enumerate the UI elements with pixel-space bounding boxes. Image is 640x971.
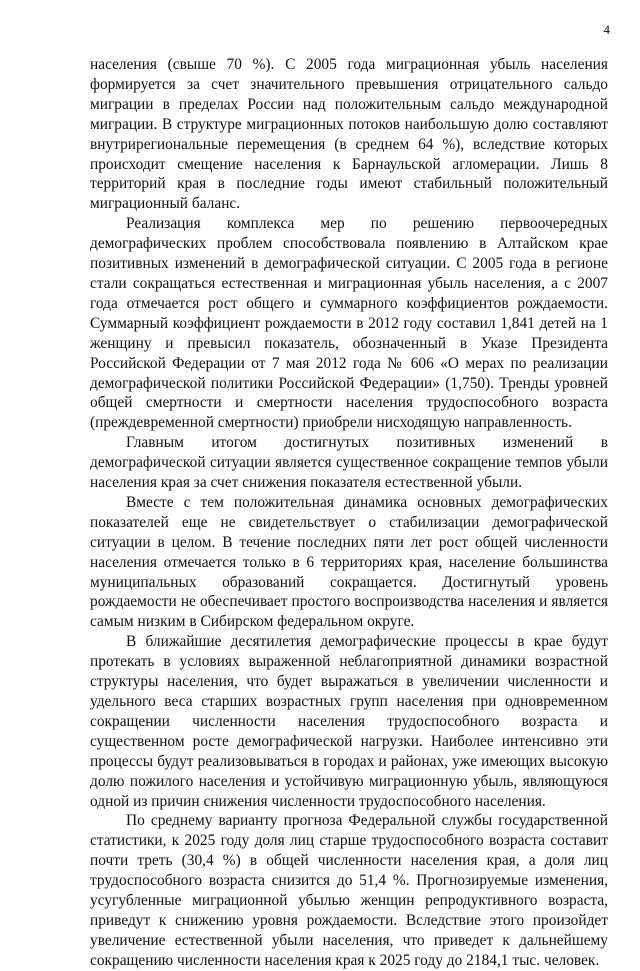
paragraph-6: По среднему варианту прогноза Федеральной службы государственной статистики, к 2025 году доля лиц старше трудоспособного возраста составит почти треть (30,4 %) в общей численности населения края, а доля лиц трудоспособного возраста снизится до 51,4 %. Прогнозируемые изменения, усугубленные миграционной убылью женщин репродуктивного возраста, приведут к снижению уровня рождаемости. Вследствие этого произойдет увеличение естественной убыли населения, что приведет к дальнейшему сокращению численности населения края к 2025 году до 2184,1 тыс. человек.	[90, 812, 608, 969]
body-text	[90, 55, 608, 971]
paragraph-3: Главным итогом достигнутых позитивных изменений в демографической ситуации является существенное сокращение темпов убыли населения края за счет снижения показателя естественной убыли.	[90, 434, 608, 492]
paragraph-2: Реализация комплекса мер по решению первоочередных демографических проблем способствовала появлению в Алтайском крае позитивных изменений в демографической ситуации. С 2005 года в регионе стали сокращаться естественная и миграционная убыль населения, а с 2007 года отмечается рост общего и суммарного коэффициентов рождаемости. Суммарный коэффициент рождаемости в 2012 году составил 1,841 детей на 1 женщину и превысил показатель, обозначенный в Указе Президента Российской Федерации от 7 мая 2012 года № 606 «О мерах по реализации демографической политики Российской Федерации» (1,750). Тренды уровней общей смертности и смертности населения трудоспособного возраста (преждевременной смертности) приобрели нисходящую направленность.	[90, 215, 608, 432]
paragraph-5: В ближайшие десятилетия демографические процессы в крае будут протекать в условиях выраженной неблагоприятной динамики возрастной структуры населения, что будет выражаться в увеличении численности и удельного веса старших возрастных групп населения при одновременном сокращении численности населения трудоспособного возраста и существенном росте демографической нагрузки. Наиболее интенсивно эти процессы будут реализовываться в городах и районах, уже имеющих высокую долю пожилого населения и устойчивую миграционную убыль, являющуюся одной из причин снижения численности трудоспособного населения.	[90, 633, 608, 810]
paragraph-1: населения (свыше 70 %). С 2005 года миграционная убыль населения формируется за счет значительного превышения отрицательного сальдо миграции в пределах России над положительным сальдо международной миграции. В структуре миграционных потоков наибольшую долю составляют внутрирегиональные перемещения (в среднем 64 %), вследствие которых происходит смещение населения к Барнаульской агломерации. Лишь 8 территорий края в последние годы имеют стабильный положительный миграционный баланс.	[90, 56, 608, 213]
paragraph-4: Вместе с тем положительная динамика основных демографических показателей еще не свидетельствует о стабилизации демографической ситуации в целом. В течение последних пяти лет рост общей численности населения отмечается только в 6 территориях края, население большинства муниципальных образований сокращается. Достигнутый уровень рождаемости не обеспечивает простого воспроизводства населения и является самым низким в Сибирском федеральном округе.	[90, 493, 608, 631]
page-number: 4	[603, 22, 610, 37]
